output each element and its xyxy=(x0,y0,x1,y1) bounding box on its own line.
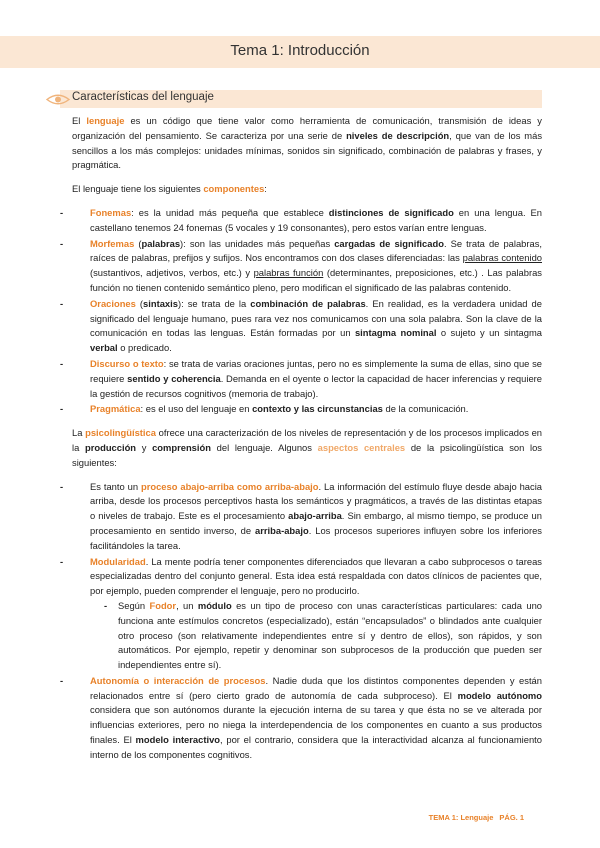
term-componentes: componentes xyxy=(203,183,265,195)
bold-text: modelo autónomo xyxy=(457,689,542,701)
bold-text: producción xyxy=(84,441,137,453)
bold-text: palabras xyxy=(141,237,181,249)
text: : se trata de varias oraciones juntas, pero no es simplemente la suma de ellas, sino que se requiere xyxy=(90,357,542,384)
text: : es la unidad más pequeña que establece xyxy=(131,206,329,218)
text: La xyxy=(72,427,86,439)
page-footer xyxy=(429,813,524,822)
term-discurso: Discurso o texto xyxy=(90,357,164,369)
term-proceso: proceso abajo-arriba como arriba-abajo xyxy=(140,480,319,492)
text: El lenguaje tiene los siguientes xyxy=(72,183,204,195)
bold-text: comprensión xyxy=(152,441,211,453)
term-psicolinguistica: psicolingüística xyxy=(85,427,156,439)
text: , que van de los más sencillos a los más complejos: unidades mínimas, sonidos sin significado, combinación de palabras y frases, y pragmática. xyxy=(72,129,543,171)
text: ): se trata de la xyxy=(177,297,251,309)
text: . Demanda en el oyente o lector la capacidad de hacer inferencias y requiere la gestión de recursos cognitivos (memoria de trabajo). xyxy=(90,372,542,399)
text: : es el uso del lenguaje en xyxy=(140,403,253,415)
term-oraciones: Oraciones xyxy=(90,297,136,309)
footer-label: TEMA 1: Lenguaje xyxy=(428,813,494,822)
eye-icon xyxy=(46,93,70,106)
text: . La información del estímulo fluye desde abajo hacia arriba, desde los procesos perceptivos hasta los semánticos y pragmáticos, a través de las distintas etapas o niveles de trabajo. Este es el procesamiento xyxy=(90,480,542,522)
term-fonemas: Fonemas xyxy=(90,206,132,218)
bold-text: sintagma nominal xyxy=(354,327,437,339)
text: (sustantivos, adjetivos, verbos, etc.) y xyxy=(90,267,254,279)
bold-text: combinación de palabras xyxy=(250,297,366,309)
list-item-fonemas xyxy=(90,206,542,236)
text: . Se trata de palabras, raíces de palabras, prefijos y sufijos. Nos encontramos con dos clases diferenciadas: las xyxy=(90,237,543,264)
text: o sujeto y un sintagma xyxy=(436,327,542,339)
list-item-morfemas xyxy=(90,237,542,296)
bold-text: arriba-abajo xyxy=(255,524,309,536)
text: de la comunicación. xyxy=(382,403,469,415)
text: El xyxy=(72,115,87,126)
text: , un xyxy=(176,599,198,611)
term-aspectos-centrales: aspectos centrales xyxy=(317,441,406,453)
text: ( xyxy=(135,297,144,309)
list-item-pragmatica xyxy=(90,402,542,417)
term-niveles: niveles de descripción xyxy=(346,129,450,141)
list-item-autonomia xyxy=(90,674,542,763)
text: . La mente podría tener componentes diferenciados que llevaran a cabo subprocesos o tareas especializadas dentro del conjunto general. Esta idea está respaldada con datos clínicos de pacientes que, por ejemplo, pueden comprender el lenguaje, pero no producirlo. xyxy=(90,555,542,597)
section-title: Características del lenguaje xyxy=(72,91,214,103)
text: considera que son autónomos durante la ejecución interna de su tarea y que ésta no se ve alterada por influencias exteriores, pero no niega la interdependencia de los componentes en cuanto a sus productos finales. El xyxy=(90,704,542,746)
bold-text: verbal xyxy=(90,342,118,354)
sub-list-item-fodor xyxy=(118,599,542,673)
text: . Nadie duda que los distintos componentes dependen y están relacionados entre sí (pero cierto grado de autonomía de cada subproceso). El xyxy=(90,674,542,701)
aspects-list xyxy=(72,480,542,763)
term-pragmatica: Pragmática xyxy=(90,403,141,415)
text: en una lengua. En castellano tenemos 24 fonemas (5 vocales y 19 consonantes), pero estos varían entre lenguas. xyxy=(90,206,542,233)
text: . En realidad, es la verdadera unidad de significado del lenguaje humano, pues rara vez nos comunicamos con una sola palabra. Son la clave de la comunicación en todas las lenguas. Están formadas por un xyxy=(90,297,542,339)
bold-text: abajo-arriba xyxy=(288,510,342,522)
term-autonomia: Autonomía o interacción de procesos xyxy=(90,674,266,686)
text: Según xyxy=(118,599,150,611)
list-item-oraciones xyxy=(90,297,542,356)
text: y xyxy=(136,441,153,453)
psycholinguistics-paragraph xyxy=(72,426,542,470)
underlined-text: palabras contenido xyxy=(462,252,542,264)
bold-text: módulo xyxy=(197,599,232,611)
bold-text: sintaxis xyxy=(143,297,178,309)
term-modularidad: Modularidad xyxy=(90,555,146,567)
term-morfemas: Morfemas xyxy=(90,237,135,249)
underlined-text: palabras función xyxy=(253,267,324,279)
list-item-modularidad xyxy=(90,555,542,673)
intro-paragraph xyxy=(72,114,542,173)
text: Es tanto un xyxy=(90,480,141,492)
term-fodor: Fodor xyxy=(149,599,177,611)
text: es un tipo de proceso con unas características particulares: cada uno funciona ante estímulos concretos (especializado), están “encapsulados” o blindados ante cualquier otro proceso (son relativamente independientes entre sí y dentro de ellos), son rápidos, y son automáticos. Por ejemplo, repetir y denominar son subprocesos de la producción que pueden ser independientes entre sí). xyxy=(118,599,543,671)
document-body xyxy=(72,114,542,772)
page-number: PÁG. 1 xyxy=(499,813,524,822)
text: ( xyxy=(134,237,142,249)
list-item-abajo-arriba xyxy=(90,480,542,554)
page-title: Tema 1: Introducción xyxy=(230,42,370,59)
sub-list xyxy=(90,599,542,673)
list-item-discurso xyxy=(90,357,542,401)
components-intro xyxy=(72,182,542,197)
text: , por el contrario, considera que la interactividad alcanza al funcionamiento interno de los componentes cognitivos. xyxy=(90,734,542,760)
text: del lenguaje. Algunos xyxy=(210,441,318,453)
components-list xyxy=(72,206,542,417)
text: : xyxy=(264,183,267,195)
text: ): son las unidades más pequeñas xyxy=(180,237,335,249)
text: . Sin embargo, al mismo tiempo, se produce un procesamiento en sentido inverso, de xyxy=(90,510,542,536)
term-lenguaje: lenguaje xyxy=(86,115,125,126)
text: es un código que tiene valor como herramienta de comunicación, transmisión de ideas y organización del pensamiento. Se caracteriza por una serie de xyxy=(72,115,542,141)
text: de la psicolingüística son los siguientes: xyxy=(72,441,542,468)
bold-text: modelo interactivo xyxy=(135,734,221,746)
text: ofrece una caracterización de los niveles de representación y de los procesos implicados en la xyxy=(72,427,542,453)
text: o predicado. xyxy=(117,342,172,354)
bold-text: cargadas de significado xyxy=(334,237,444,249)
bold-text: contexto y las circunstancias xyxy=(252,403,383,415)
bold-text: sentido y coherencia xyxy=(127,372,221,384)
bold-text: distinciones de significado xyxy=(328,206,454,218)
text: (determinantes, preposiciones, etc.) . Las palabras función no tienen contenido semántico pleno, pero modifican el significado de las palabras contenido. xyxy=(90,267,542,293)
text: . Los procesos superiores influyen sobre los inferiores facilitándoles la tarea. xyxy=(90,524,542,551)
